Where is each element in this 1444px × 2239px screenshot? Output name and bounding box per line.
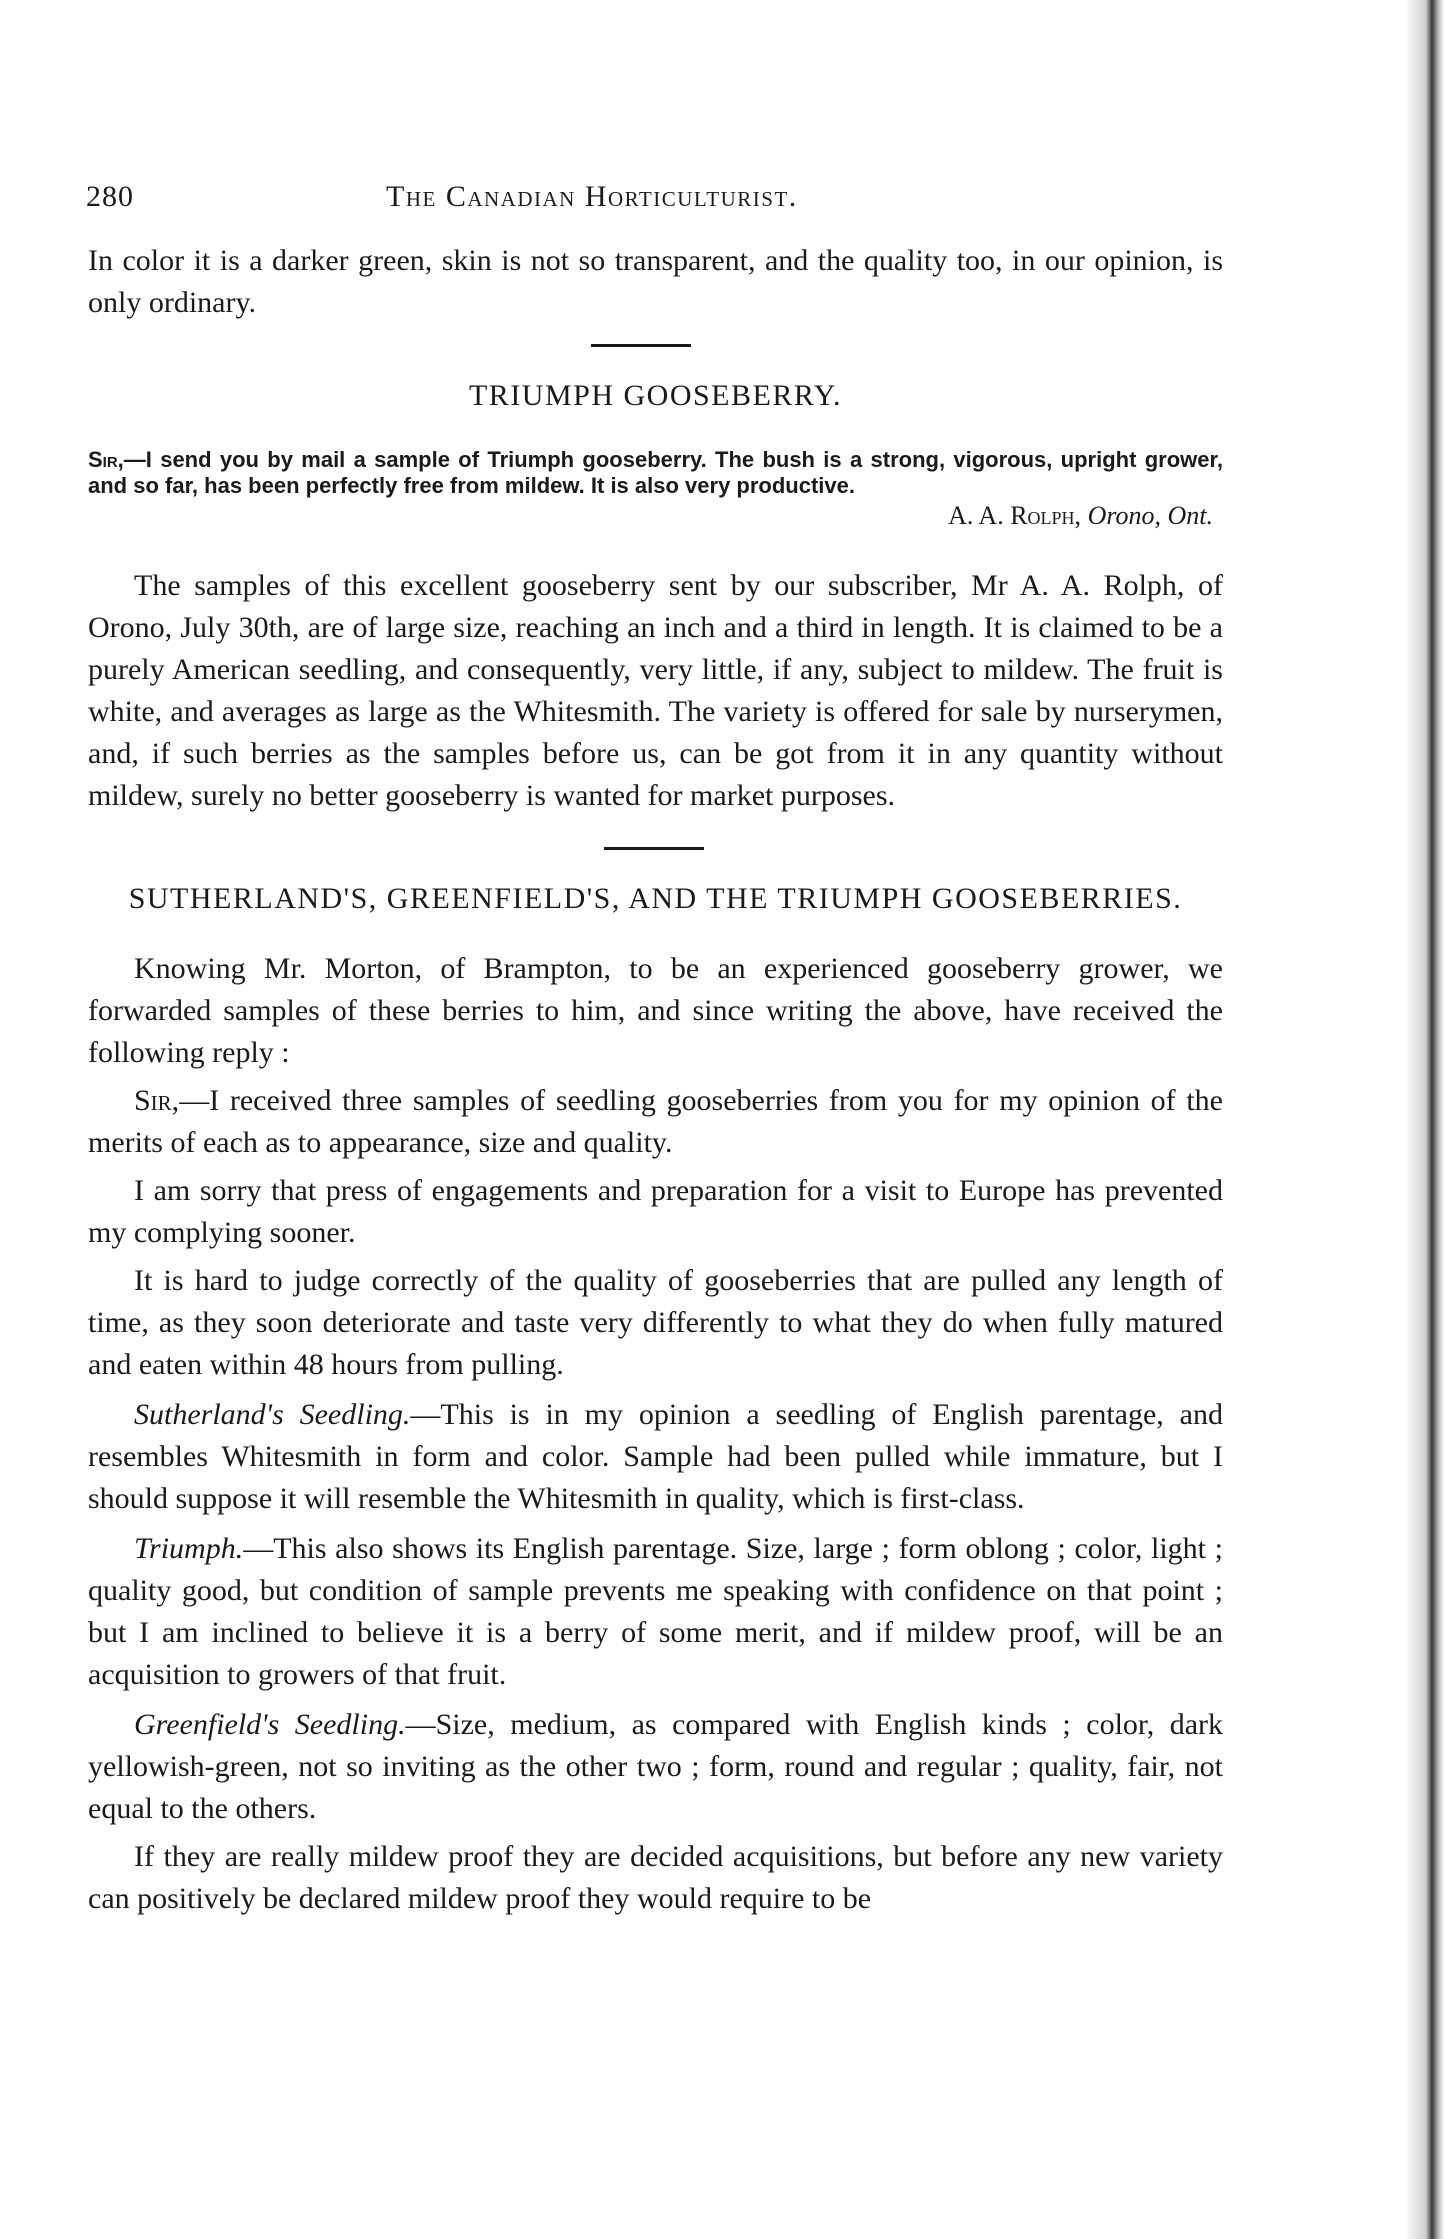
article-body [88,240,1223,1920]
variety-name: Sutherland's Seedling. [134,1398,411,1431]
reply-opening [88,1080,1223,1164]
variety-paragraph [88,1704,1223,1830]
comparison-intro: Knowing Mr. Morton, of Brampton, to be an experienced gooseberry grower, we forwarded samples of these berries to him, and since writing the above, have received the following reply : [88,952,1223,1069]
letter-signature [88,495,1213,537]
signature-name: A. A. Rolph, [948,501,1082,530]
variety-name: Triumph. [134,1532,244,1565]
page-number: 280 [86,180,134,213]
reader-letter [88,447,1223,499]
intro-paragraph: In color it is a darker green, skin is not so transparent, and the quality too, in our opinion, is only ordinary. [88,244,1223,319]
letter-body: —I send you by mail a sample of Triumph gooseberry. The bush is a strong, vigorous, upright grower, and so far, has been perfectly free from mildew. It is also very productive. [88,447,1223,498]
page-binding-shadow [1404,0,1444,2239]
section-heading-comparison: SUTHERLAND'S, GREENFIELD'S, AND THE TRIUMPH GOOSEBERRIES. [128,882,1183,915]
signature-place: Orono, Ont. [1087,501,1213,530]
variety-description: —Size, medium, as compared with English kinds ; color, dark yellowish-green, not so inviting as the other two ; form, round and regular ; quality, fair, not equal to the others. [88,1708,1224,1825]
section-heading-triumph: TRIUMPH GOOSEBERRY. [468,379,843,412]
apology-paragraph: I am sorry that press of engagements and preparation for a visit to Europe has prevented my complying sooner. [88,1174,1223,1249]
letter-salutation: Sir, [88,447,124,472]
judging-paragraph: It is hard to judge correctly of the quality of gooseberries that are pulled any length of time, as they soon deteriorate and taste very differently to what they do when fully matured and eaten within 48 hours from pulling. [88,1264,1223,1381]
editorial-commentary: The samples of this excellent gooseberry sent by our subscriber, Mr A. A. Rolph, of Orono, July 30th, are of large size, reaching an inch and a third in length. It is claimed to be a purely American seedling, and consequently, very little, if any, subject to mildew. The fruit is white, and averages as large as the Whitesmith. The variety is offered for sale by nurserymen, and, if such berries as the samples before us, can be got from it in any quantity without mildew, surely no better gooseberry is wanted for market purposes. [88,569,1223,812]
variety-paragraph [88,1528,1223,1696]
section-divider [591,344,691,347]
reply-salutation: Sir, [134,1084,180,1117]
closing-paragraph: If they are really mildew proof they are decided acquisitions, but before any new variety can positively be declared mildew proof they would require to be [88,1840,1223,1915]
running-title: The Canadian Horticulturist. [386,180,798,213]
page-header [86,180,1206,224]
variety-name: Greenfield's Seedling. [134,1708,406,1741]
reply-opening-text: —I received three samples of seedling gooseberries from you for my opinion of the merits of each as to appearance, size and quality. [88,1084,1223,1159]
variety-description: —This is in my opinion a seedling of English parentage, and resembles Whitesmith in form and color. Sample had been pulled while immature, but I should suppose it will resemble the Whitesmith in quality, which is first-class. [88,1398,1223,1515]
section-divider [604,847,704,850]
variety-paragraph [88,1394,1223,1520]
variety-description: —This also shows its English parentage. Size, large ; form oblong ; color, light ; quality good, but condition of sample prevents me speaking with confidence on that point ; but I am inclined to believe it is a berry of some merit, and if mildew proof, will be an acquisition to growers of that fruit. [88,1532,1223,1691]
